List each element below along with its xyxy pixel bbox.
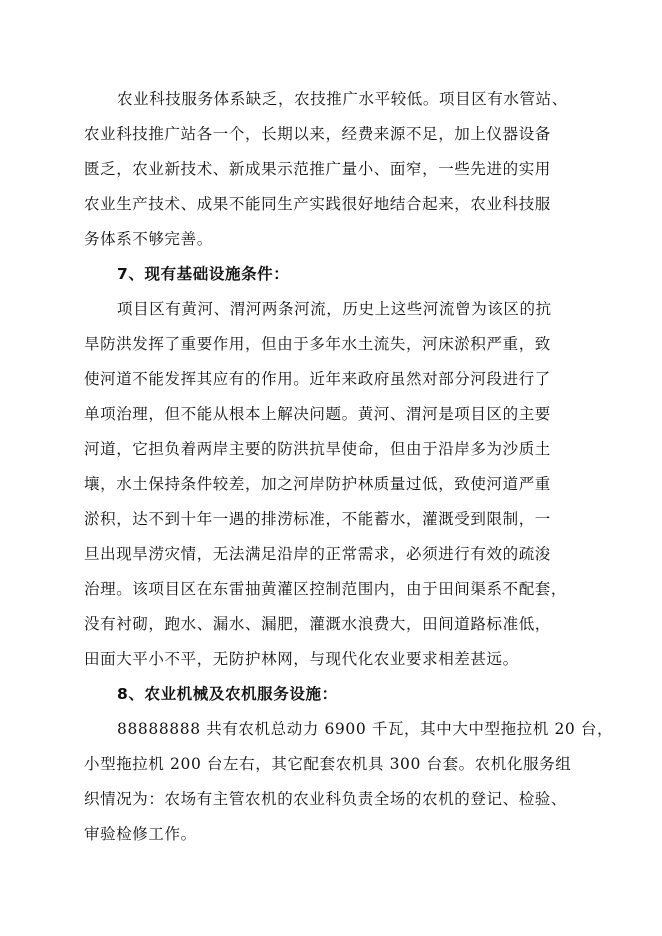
paragraph-line: 河道，它担负着两岸主要的防洪抗旱使命，但由于沿岸多为沙质土	[84, 440, 551, 458]
paragraph-line: 务体系不够完善。	[84, 230, 213, 248]
paragraph-line: 农业科技服务体系缺乏，农技推广水平较低。项目区有水管站、	[117, 90, 568, 108]
paragraph-line: 88888888 共有农机总动力 6900 千瓦，其中大中型拖拉机 20 台，	[117, 720, 614, 738]
paragraph-line: 小型拖拉机 200 台左右，其它配套农机具 300 台套。农机化服务组	[84, 755, 572, 773]
paragraph-line: 没有衬砌，跑水、漏水、漏肥，灌溉水浪费大，田间道路标准低，	[84, 615, 551, 633]
paragraph-line: 使河道不能发挥其应有的作用。近年来政府虽然对部分河段进行了	[84, 370, 551, 388]
paragraph-line: 旱防洪发挥了重要作用，但由于多年水土流失，河床淤积严重，致	[84, 335, 551, 353]
paragraph-line: 单项治理，但不能从根本上解决问题。黄河、渭河是项目区的主要	[84, 405, 551, 423]
section-heading: 7、现有基础设施条件：	[117, 265, 290, 283]
paragraph-line: 壤，水土保持条件较差，加之河岸防护林质量过低，致使河道严重	[84, 475, 551, 493]
paragraph-line: 治理。该项目区在东雷抽黄灌区控制范围内，由于田间渠系不配套，	[84, 580, 568, 598]
paragraph-line: 审验检修工作。	[84, 825, 197, 843]
paragraph-line: 项目区有黄河、渭河两条河流，历史上这些河流曾为该区的抗	[117, 300, 552, 318]
paragraph-line: 农业科技推广站各一个，长期以来，经费来源不足，加上仪器设备	[84, 125, 551, 143]
paragraph-line: 农业生产技术、成果不能同生产实践很好地结合起来，农业科技服	[84, 195, 551, 213]
paragraph-line: 旦出现旱涝灾情，无法满足沿岸的正常需求，必须进行有效的疏浚	[84, 545, 551, 563]
paragraph-line: 织情况为：农场有主管农机的农业科负责全场的农机的登记、检验、	[84, 790, 568, 808]
paragraph-line: 田面大平小不平，无防护林网，与现代化农业要求相差甚远。	[84, 650, 519, 668]
section-heading: 8、农业机械及农机服务设施：	[117, 685, 338, 703]
paragraph-line: 匮乏，农业新技术、新成果示范推广量小、面窄，一些先进的实用	[84, 160, 551, 178]
paragraph-line: 淤积，达不到十年一遇的排涝标准，不能蓄水，灌溉受到限制，一	[84, 510, 551, 528]
